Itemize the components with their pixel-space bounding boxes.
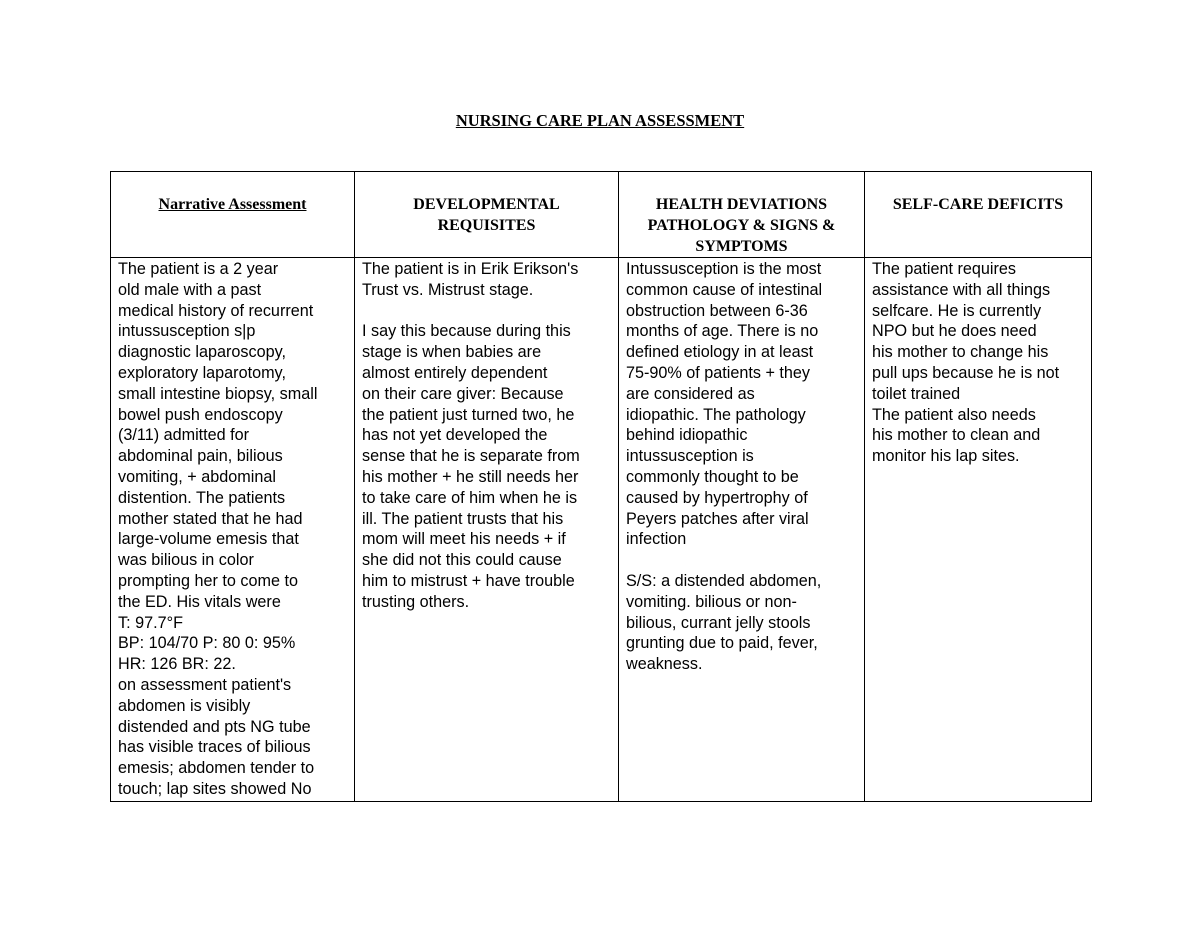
header-narrative-assessment <box>111 172 355 258</box>
document-title: NURSING CARE PLAN ASSESSMENT <box>455 111 745 130</box>
table-header-row <box>111 172 1092 258</box>
header-narrative-assessment-label: Narrative Assessment <box>158 196 307 213</box>
table-row <box>111 258 1092 802</box>
cell-developmental-requisites: The patient is in Erik Erikson's Trust vs. Mistrust stage. I say this because during this stage is when babies are almost entirely dependent on their care giver: Because the patient just turned two, he has not yet developed the sense that he is separate from his mother + he still needs her to take care of him when he is ill. The patient trusts that his mom will meet his needs + if she did not this could cause him to mistrust + have trouble trusting others. <box>355 258 619 802</box>
header-self-care-deficits: SELF-CARE DEFICITS <box>865 172 1092 258</box>
cell-health-deviations: Intussusception is the most common cause of intestinal obstruction between 6-36 months of age. There is no defined etiology in at least 75-90% of patients + they are considered as idiopathic. The pathology behind idiopathic intussusception is commonly thought to be caused by hypertrophy of Peyers patches after viral infection S/S: a distended abdomen, vomiting. bilious or non- bilious, currant jelly stools grunting due to paid, fever, weakness. <box>619 258 865 802</box>
care-plan-table <box>110 171 1092 802</box>
header-developmental-requisites: DEVELOPMENTAL REQUISITES <box>355 172 619 258</box>
header-health-deviations: HEALTH DEVIATIONS PATHOLOGY & SIGNS & SYMPTOMS <box>619 172 865 258</box>
cell-self-care-deficits: The patient requires assistance with all things selfcare. He is currently NPO but he does need his mother to change his pull ups because he is not toilet trained The patient also needs his mother to clean and monitor his lap sites. <box>865 258 1092 802</box>
cell-narrative-assessment: The patient is a 2 year old male with a past medical history of recurrent intussusception s|p diagnostic laparoscopy, exploratory laparotomy, small intestine biopsy, small bowel push endoscopy (3/11) admitted for abdominal pain, bilious vomiting, + abdominal distention. The patients mother stated that he had large-volume emesis that was bilious in color prompting her to come to the ED. His vitals were T: 97.7°F BP: 104/70 P: 80 0: 95% HR: 126 BR: 22. on assessment patient's abdomen is visibly distended and pts NG tube has visible traces of bilious emesis; abdomen tender to touch; lap sites showed No <box>111 258 355 802</box>
